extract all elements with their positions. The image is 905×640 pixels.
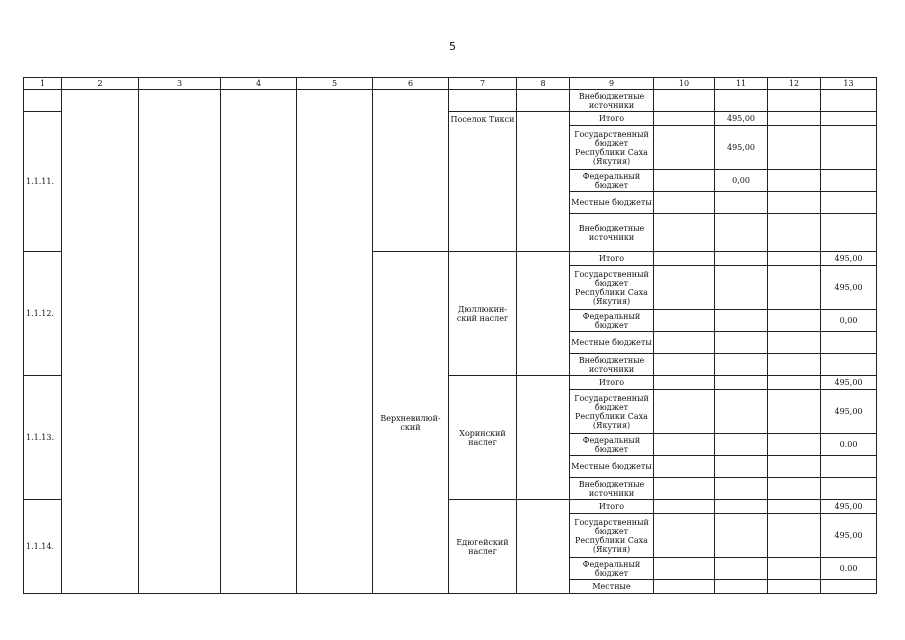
column-header: 1 [24,78,62,90]
item-number: 1.1.12. [24,252,62,376]
district-cell [373,90,449,252]
column-header: 3 [139,78,221,90]
funding-source: Внебюджетные источники [570,90,654,112]
funding-source: Государственный бюджет Республики Саха (Якутия) [570,266,654,310]
funding-source: Внебюджетные источники [570,354,654,376]
column-header: 4 [221,78,297,90]
column-header: 10 [654,78,715,90]
column-header: 9 [570,78,654,90]
funding-source: Федеральный бюджет [570,310,654,332]
column-header: 5 [297,78,373,90]
header-row [24,78,877,90]
merged-cell [139,90,221,594]
funding-source: Итого [570,500,654,514]
funding-source: Итого [570,376,654,390]
amount-cell: 495,00 [821,266,877,310]
page-number: 5 [449,40,456,53]
funding-source: Итого [570,112,654,126]
funding-source: Местные [570,580,654,594]
funding-source: Внебюджетные источники [570,478,654,500]
amount-cell: 0.00 [821,434,877,456]
column-header: 2 [62,78,139,90]
amount-cell: 495,00 [715,126,768,170]
amount-cell: 0,00 [821,310,877,332]
funding-source: Государственный бюджет Республики Саха (Якутия) [570,126,654,170]
funding-source: Федеральный бюджет [570,170,654,192]
column-header: 6 [373,78,449,90]
amount-cell: 495,00 [821,390,877,434]
amount-cell: 0,00 [715,170,768,192]
settlement-cell: Хоринский наслег [449,376,517,500]
budget-table [23,77,877,594]
item-number: 1.1.13. [24,376,62,500]
column-header: 11 [715,78,768,90]
column-header: 13 [821,78,877,90]
amount-cell: 495,00 [821,376,877,390]
table-row [24,90,877,112]
funding-source: Местные бюджеты [570,456,654,478]
item-number: 1.1.14. [24,500,62,594]
settlement-cell: Дюллюкин-ский наслег [449,252,517,376]
district-cell: Верхневилюй-ский [373,252,449,594]
settlement-cell: Поселок Тикси [449,112,517,252]
funding-source: Государственный бюджет Республики Саха (Якутия) [570,514,654,558]
funding-source: Местные бюджеты [570,192,654,214]
column-header: 8 [517,78,570,90]
merged-cell [297,90,373,594]
funding-source: Федеральный бюджет [570,434,654,456]
amount-cell: 495,00 [715,112,768,126]
item-number: 1.1.11. [24,112,62,252]
amount-cell: 495,00 [821,514,877,558]
funding-source: Государственный бюджет Республики Саха (Якутия) [570,390,654,434]
amount-cell: 495,00 [821,252,877,266]
settlement-cell: Едюгейский наслег [449,500,517,594]
column-header: 12 [768,78,821,90]
amount-cell: 495,00 [821,500,877,514]
column-header: 7 [449,78,517,90]
merged-cell [221,90,297,594]
amount-cell: 0.00 [821,558,877,580]
funding-source: Федеральный бюджет [570,558,654,580]
funding-source: Местные бюджеты [570,332,654,354]
merged-cell [62,90,139,594]
funding-source: Внебюджетные источники [570,214,654,252]
funding-source: Итого [570,252,654,266]
